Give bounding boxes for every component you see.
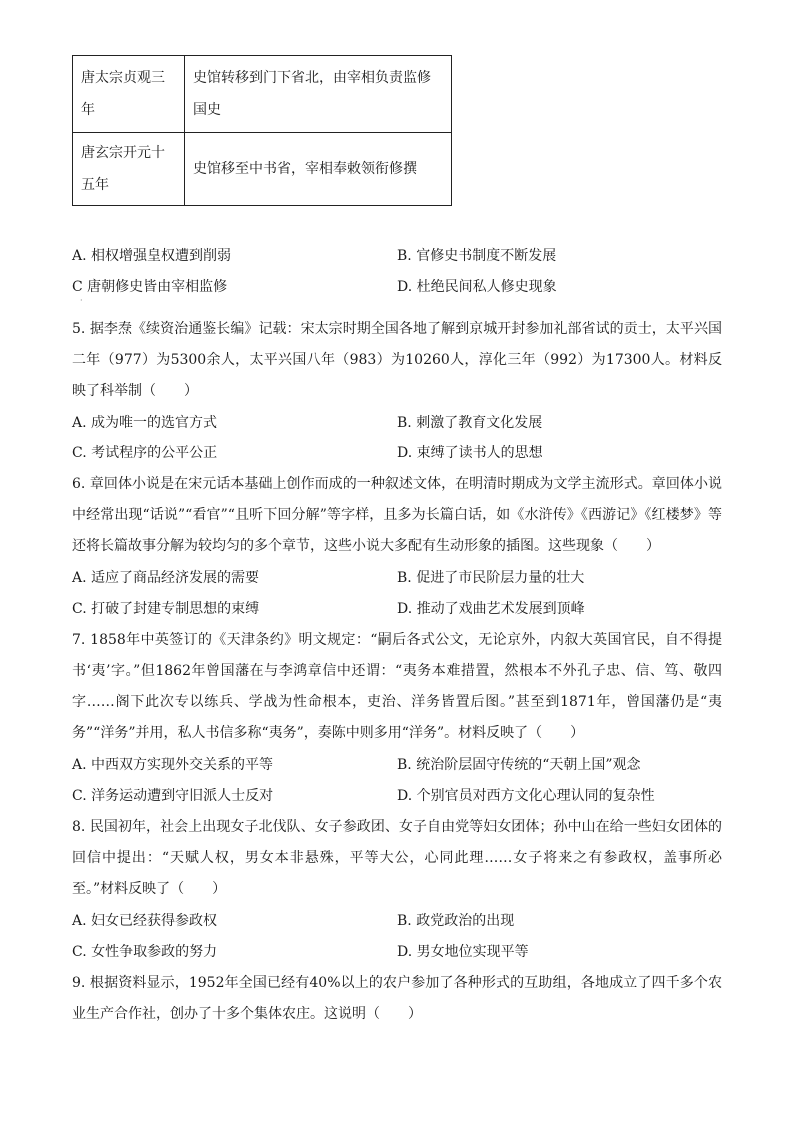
q8-options-row2	[72, 937, 752, 967]
option-d: D. 个别官员对西方文化心理认同的复杂性	[397, 788, 655, 804]
q5-options-row1	[72, 408, 752, 438]
stray-mark: ·	[80, 296, 83, 305]
q6-options-row2	[72, 594, 752, 624]
table-cell-content: 史馆移至中书省，宰相奉敕领衔修撰	[185, 133, 452, 206]
option-c: C 唐朝修史皆由宰相监修	[72, 279, 228, 295]
option-a: A. 成为唯一的选官方式	[72, 415, 218, 431]
q4-options-row2	[72, 272, 752, 302]
option-c: C. 洋务运动遭到守旧派人士反对	[72, 788, 274, 804]
table-row	[73, 56, 452, 133]
q7-options-row2	[72, 781, 752, 811]
table-cell-period: 唐玄宗开元十五年	[73, 133, 185, 206]
history-table	[72, 55, 452, 206]
option-d: D. 束缚了读书人的思想	[397, 445, 543, 461]
option-b: B. 官修史书制度不断发展	[397, 248, 557, 264]
option-b: B. 统治阶层固守传统的“天朝上国”观念	[397, 757, 641, 773]
option-b: B. 政党政治的出现	[397, 913, 515, 929]
option-c: C. 女性争取参政的努力	[72, 944, 218, 960]
option-d: D. 推动了戏曲艺术发展到顶峰	[397, 601, 585, 617]
option-a: A. 中西双方实现外交关系的平等	[72, 757, 274, 773]
option-a: A. 适应了商品经济发展的需要	[72, 570, 260, 586]
q6-options-row1	[72, 563, 752, 593]
table-cell-content: 史馆转移到门下省北，由宰相负责监修国史	[185, 56, 452, 133]
option-b: B. 促进了市民阶层力量的壮大	[397, 570, 585, 586]
option-d: D. 杜绝民间私人修史现象	[397, 279, 557, 295]
option-b: B. 刺激了教育文化发展	[397, 415, 543, 431]
q7-options-row1	[72, 750, 752, 780]
question-5-stem: 5. 据李焘《续资治通鉴长编》记载：宋太宗时期全国各地了解到京城开封参加礼部省试的贡士，太平兴国二年（977）为5300余人，太平兴国八年（983）为10260人，淳化三年（992）为17300人。材料反映了科举制（ ）	[72, 321, 722, 399]
question-7-stem: 7. 1858年中英签订的《天津条约》明文规定：“嗣后各式公文，无论京外，内叙大英国官民，自不得提书‘夷’字。”但1862年曾国藩在与李鸿章信中还谓：“夷务本难措置，然根本不外孔子忠、信、笃、敬四字……阁下此次专以练兵、学战为性命根本，吏治、洋务皆置后图。”甚至到1871年，曾国藩仍是“夷务”“洋务”并用，私人书信多称“夷务”，奏陈中则多用“洋务”。材料反映了（ ）	[72, 632, 722, 741]
option-a: A. 妇女已经获得参政权	[72, 913, 218, 929]
question-9-stem: 9. 根据资料显示，1952年全国已经有40%以上的农户参加了各种形式的互助组，各地成立了四千多个农业生产合作社，创办了十多个集体农庄。这说明（ ）	[72, 975, 722, 1022]
question-8-stem: 8. 民国初年，社会上出现女子北伐队、女子参政团、女子自由党等妇女团体；孙中山在给一些妇女团体的回信中提出：“天赋人权，男女本非悬殊，平等大公，心同此理……女子将来之有参政权，盖事所必至。”材料反映了（ ）	[72, 819, 722, 897]
option-c: C. 打破了封建专制思想的束缚	[72, 601, 260, 617]
question-6-stem: 6. 章回体小说是在宋元话本基础上创作而成的一种叙述文体，在明清时期成为文学主流形式。章回体小说中经常出现“话说”“看官”“且听下回分解”等字样，且多为长篇白话，如《水浒传》《西游记》《红楼梦》等还将长篇故事分解为较均匀的多个章节，这些小说大多配有生动形象的插图。这些现象（ ）	[72, 476, 722, 554]
table-cell-period: 唐太宗贞观三年	[73, 56, 185, 133]
option-c: C. 考试程序的公平公正	[72, 445, 218, 461]
q5-options-row2	[72, 438, 752, 468]
q4-options-row1	[72, 241, 752, 271]
option-a: A. 相权增强皇权遭到削弱	[72, 248, 232, 264]
option-d: D. 男女地位实现平等	[397, 944, 529, 960]
table-row	[73, 133, 452, 206]
q8-options-row1	[72, 906, 752, 936]
